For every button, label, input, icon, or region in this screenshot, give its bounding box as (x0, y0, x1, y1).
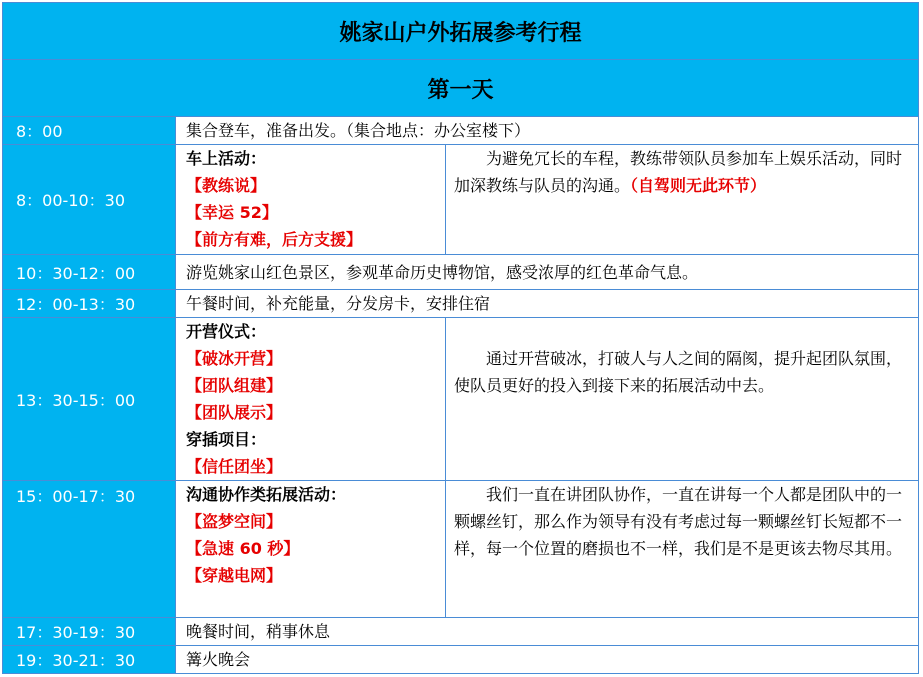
schedule-row (3, 646, 919, 674)
schedule-row (3, 290, 919, 318)
activity-item: 【急速 60 秒】 (186, 539, 300, 558)
description-cell: 晚餐时间，稍事休息 (176, 618, 919, 646)
activity-item: 【团队展示】 (186, 403, 283, 422)
note-cell: 我们一直在讲团队协作，一直在讲每一个人都是团队中的一颗螺丝钉，那么作为领导有没有考虑过每一颗螺丝钉长短都不一样，每一个位置的磨损也不一样，我们是不是更该去物尽其用。 (446, 481, 919, 618)
time-cell: 8：00 (3, 117, 176, 145)
time-cell: 13：30-15：00 (3, 318, 176, 481)
time-cell: 12：00-13：30 (3, 290, 176, 318)
note-cell: 通过开营破冰，打破人与人之间的隔阂，提升起团队氛围，使队员更好的投入到接下来的拓展活动中去。 (446, 318, 919, 481)
description-cell: 篝火晚会 (176, 646, 919, 674)
time-cell: 10：30-12：00 (3, 255, 176, 290)
activity-label: 沟通协作类拓展活动： (186, 485, 347, 504)
time-cell: 17：30-19：30 (3, 618, 176, 646)
time-cell: 19：30-21：30 (3, 646, 176, 674)
activity-label: 开营仪式： (186, 322, 267, 341)
activity-label: 穿插项目： (186, 430, 267, 449)
activity-item: 【破冰开营】 (186, 349, 283, 368)
itinerary-table (2, 2, 919, 674)
time-cell: 8：00-10：30 (3, 145, 176, 255)
description-cell: 集合登车，准备出发。（集合地点：办公室楼下） (176, 117, 919, 145)
time-cell: 15：00-17：30 (3, 481, 176, 618)
day-heading: 第一天 (3, 60, 919, 117)
activity-cell (176, 481, 446, 618)
note-text: 为避免冗长的车程，教练带领队员参加车上娱乐活动，同时加深教练与队员的沟通。 (454, 149, 903, 195)
activity-item: 【教练说】 (186, 176, 267, 195)
note-cell (446, 145, 919, 255)
note-warning: （自驾则无此环节） (630, 176, 767, 195)
activity-item: 【穿越电网】 (186, 566, 283, 585)
schedule-row (3, 117, 919, 145)
activity-label: 车上活动： (186, 149, 267, 168)
activity-item: 【盗梦空间】 (186, 512, 283, 531)
activity-item: 【幸运 52】 (186, 203, 278, 222)
schedule-row (3, 318, 919, 481)
activity-cell (176, 318, 446, 481)
description-cell: 游览姚家山红色景区，参观革命历史博物馆，感受浓厚的红色革命气息。 (176, 255, 919, 290)
schedule-row (3, 145, 919, 255)
page-title: 姚家山户外拓展参考行程 (3, 3, 919, 60)
description-cell: 午餐时间，补充能量，分发房卡，安排住宿 (176, 290, 919, 318)
schedule-row (3, 481, 919, 618)
activity-cell (176, 145, 446, 255)
activity-item: 【团队组建】 (186, 376, 283, 395)
schedule-row (3, 618, 919, 646)
schedule-row (3, 255, 919, 290)
activity-item: 【前方有难，后方支援】 (186, 230, 363, 249)
activity-item: 【信任团坐】 (186, 457, 283, 476)
